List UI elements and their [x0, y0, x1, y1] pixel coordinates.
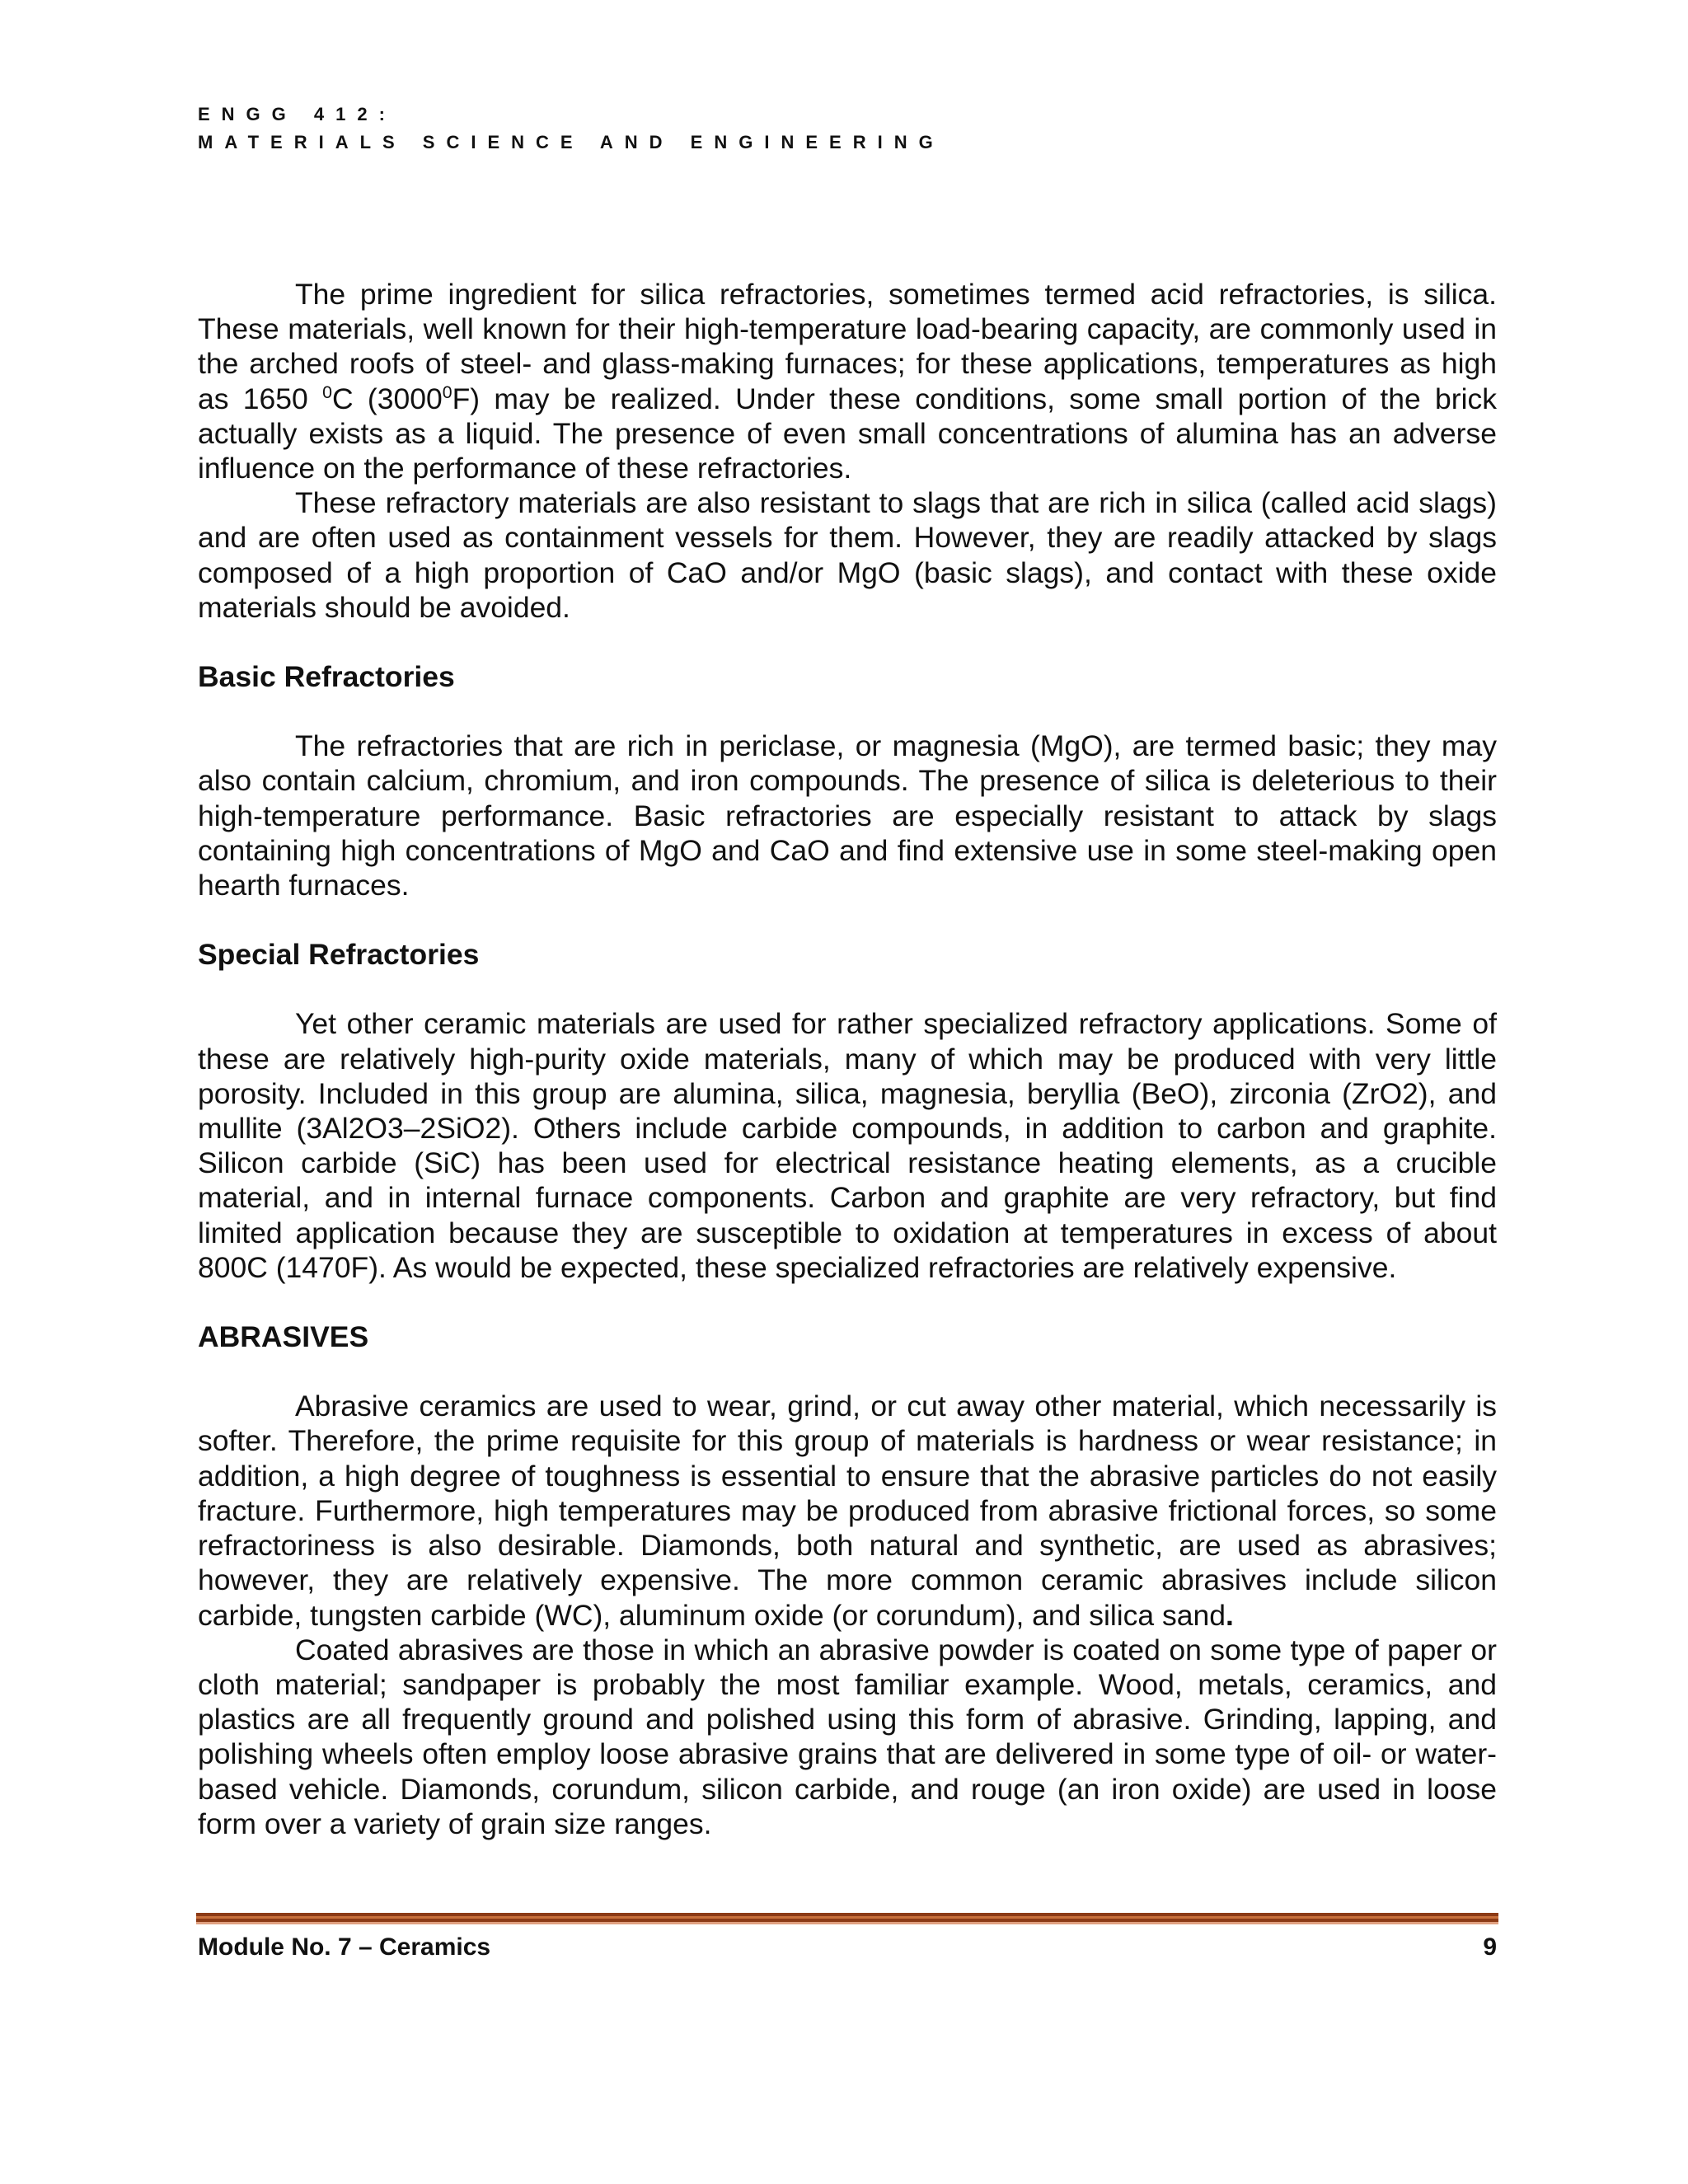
- paragraph-special: Yet other ceramic materials are used for rather specialized refractory applications. Some of these are relatively high-purity oxide materials, many of which may be produced with very little porosity. Included in this group are alumina, silica, magnesia, beryllia (BeO), zirconia (ZrO2), and mullite (3Al2O3–2SiO2). Others include carbide compounds, in addition to carbon and graphite. Silicon carbide (SiC) has been used for electrical resistance heating elements, as a crucible material, and in internal furnace components. Carbon and graphite are very refractory, but find limited application because they are susceptible to oxidation at temperatures in excess of about 800C (1470F). As would be expected, these specialized refractories are relatively expensive.: [198, 1007, 1497, 1284]
- paragraph-abrasives-2: Coated abrasives are those in which an abrasive powder is coated on some type of paper or cloth material; sandpaper is probably the most familiar example. Wood, metals, ceramics, and plastics are all frequently ground and polished using this form of abrasive. Grinding, lapping, and polishing wheels often employ loose abrasive grains that are delivered in some type of oil- or water-based vehicle. Diamonds, corundum, silicon carbide, and rouge (an iron oxide) are used in loose form over a variety of grain size ranges.: [198, 1633, 1497, 1840]
- heading-basic-refractories: Basic Refractories: [198, 660, 455, 694]
- heading-abrasives: ABRASIVES: [198, 1320, 369, 1354]
- paragraph-abrasives-1: Abrasive ceramics are used to wear, grind, or cut away other material, which necessarily is softer. Therefore, the prime requisite for this group of materials is hardness or wear resistance; in addition, a high degree of toughness is essential to ensure that the abrasive particles do not easily fracture. Furthermore, high temperatures may be produced from abrasive frictional forces, so some refractoriness is also desirable. Diamonds, both natural and synthetic, are used as abrasives; however, they are relatively expensive. The more common ceramic abrasives include silicon carbide, tungsten carbide (WC), aluminum oxide (or corundum), and silica sand.: [198, 1390, 1497, 1632]
- module-label: Module No. 7 – Ceramics: [198, 1933, 491, 1961]
- paragraph-silica-2: These refractory materials are also resistant to slags that are rich in silica (called acid slags) and are often used as containment vessels for them. However, they are readily attacked by slags composed of a high proportion of CaO and/or MgO (basic slags), and contact with these oxide materials should be avoided.: [198, 486, 1497, 624]
- heading-special-refractories: Special Refractories: [198, 938, 480, 972]
- page-number: 9: [1483, 1933, 1497, 1961]
- course-title: MATERIALS SCIENCE AND ENGINEERING: [198, 132, 945, 152]
- paragraph-basic: The refractories that are rich in periclase, or magnesia (MgO), are termed basic; they may also contain calcium, chromium, and iron compounds. The presence of silica is deleterious to their high-temperature performance. Basic refractories are especially resistant to attack by slags containing high concentrations of MgO and CaO and find extensive use in some steel-making open hearth furnaces.: [198, 729, 1497, 902]
- footer-divider: [196, 1913, 1498, 1922]
- course-header: [198, 101, 945, 157]
- paragraph-silica-1: The prime ingredient for silica refractories, sometimes termed acid refractories, is silica. These materials, well known for their high-temperature load-bearing capacity, are commonly used in the arched roofs of steel- and glass-making furnaces; for these applications, temperatures as high as 1650 $^0$C (3000$^0$F) may be realized. Under these conditions, some small portion of the brick actually exists as a liquid. The presence of even small concentrations of alumina has an adverse influence on the performance of these refractories.: [198, 278, 1498, 485]
- main-content: [198, 277, 1497, 1841]
- course-code: ENGG 412:: [198, 104, 396, 124]
